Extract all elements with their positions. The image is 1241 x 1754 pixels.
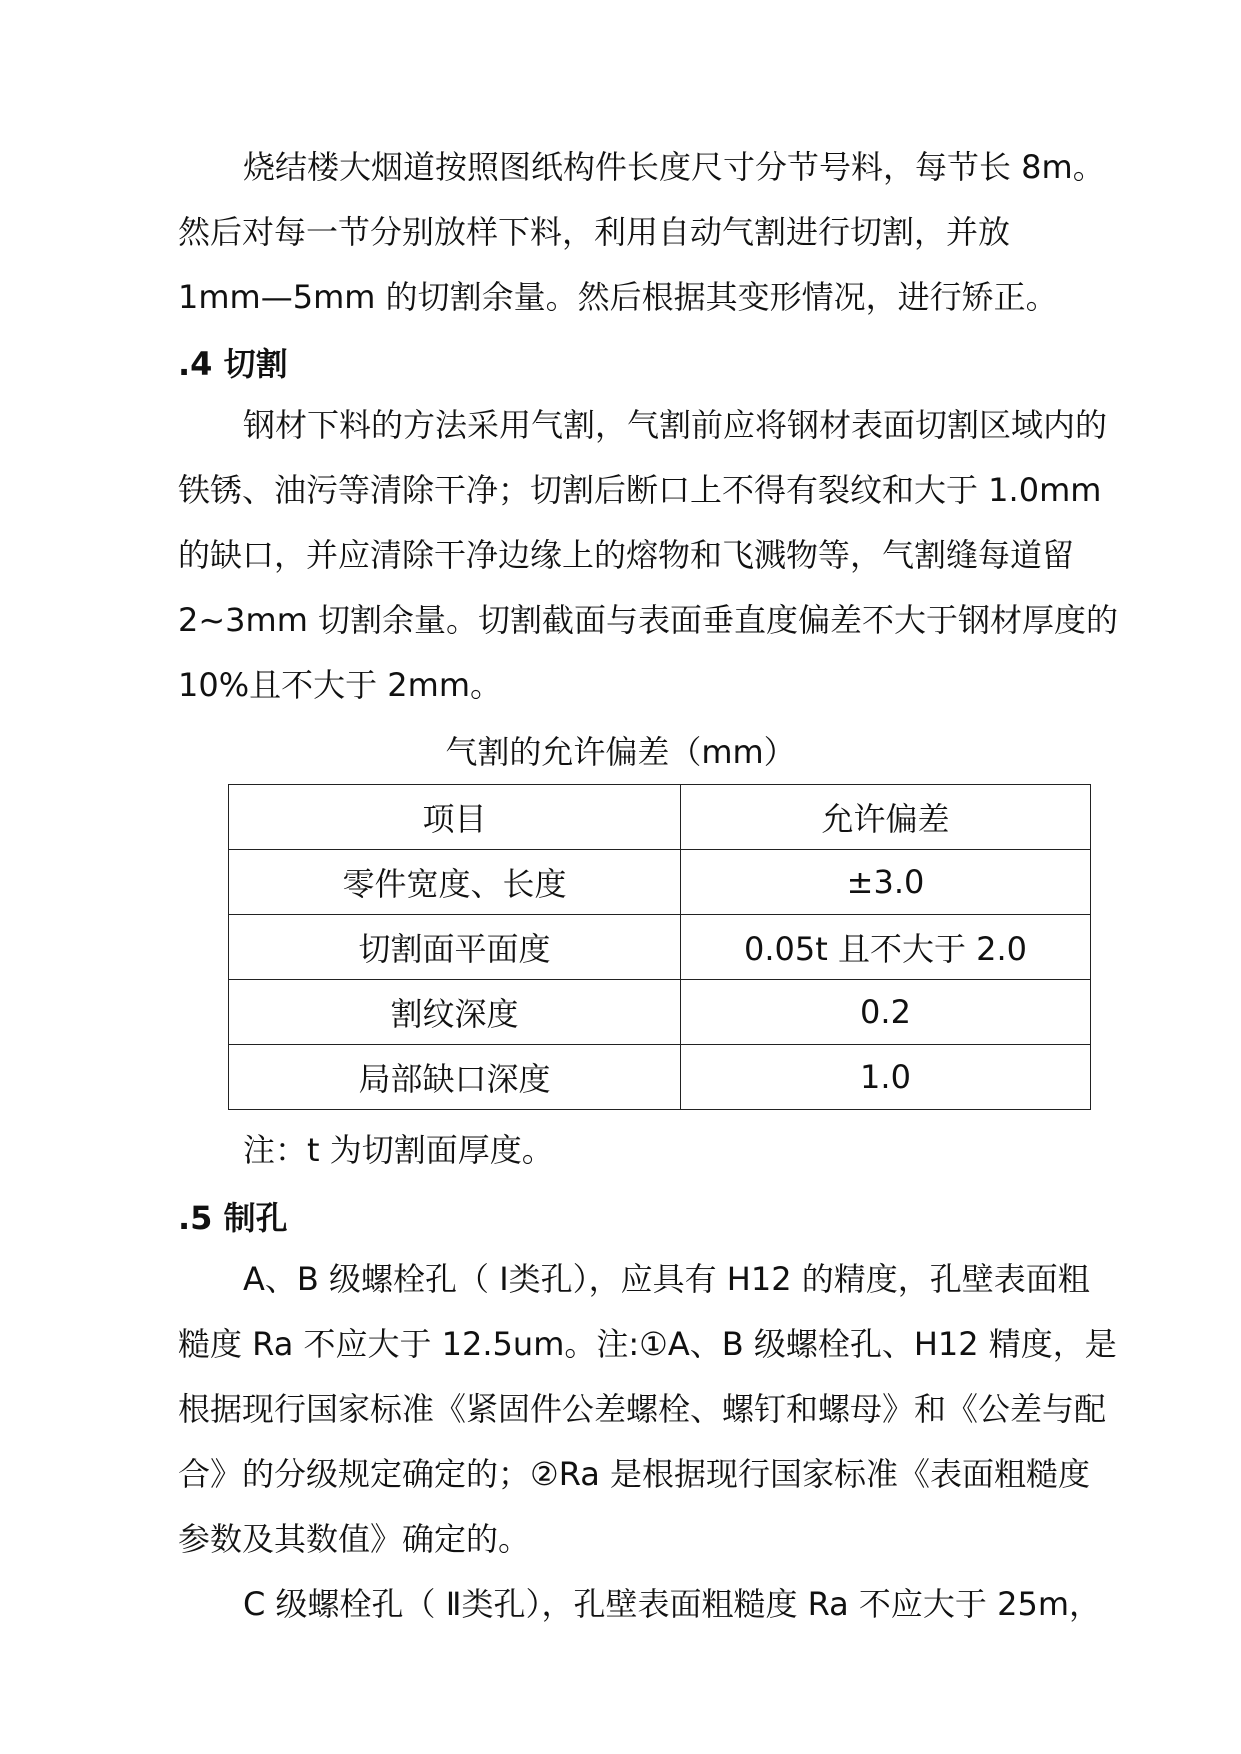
paragraph-flue-layout <box>178 135 1143 330</box>
text-line: 参数及其数值》确定的。 <box>178 1520 531 1558</box>
paragraph-bolt-holes-ab <box>178 1247 1143 1572</box>
tolerance-table <box>228 784 1091 1110</box>
table-row <box>229 1045 1091 1110</box>
table-cell: 切割面平面度 <box>229 915 681 980</box>
section-heading-drilling: .5 制孔 <box>178 1199 288 1237</box>
table-row <box>229 850 1091 915</box>
text-line: A、B 级螺栓孔（ Ⅰ类孔），应具有 H12 的精度，孔壁表面粗 <box>243 1260 1090 1298</box>
text-line: C 级螺栓孔（ Ⅱ类孔），孔壁表面粗糙度 Ra 不应大于 25m， <box>243 1585 1101 1623</box>
text-line: 烧结楼大烟道按照图纸构件长度尺寸分节号料，每节长 8m。 <box>243 148 1105 186</box>
table-cell: 1.0 <box>681 1045 1091 1110</box>
text-line: 然后对每一节分别放样下料，利用自动气割进行切割，并放 <box>178 213 1011 251</box>
table-note: 注：t 为切割面厚度。 <box>243 1131 554 1169</box>
column-header-tolerance: 允许偏差 <box>681 785 1091 850</box>
text-line: 糙度 Ra 不应大于 12.5um。注:①A、B 级螺栓孔、H12 精度，是 <box>178 1325 1117 1363</box>
text-line: 根据现行国家标准《紧固件公差螺栓、螺钉和螺母》和《公差与配 <box>178 1390 1107 1428</box>
text-line: 10%且不大于 2mm。 <box>178 666 503 704</box>
section-heading-cutting: .4 切割 <box>178 345 288 383</box>
table-cell: 零件宽度、长度 <box>229 850 681 915</box>
column-header-item: 项目 <box>229 785 681 850</box>
table-caption: 气割的允许偏差（mm） <box>445 733 796 771</box>
paragraph-cutting <box>178 393 1143 718</box>
table-cell: 局部缺口深度 <box>229 1045 681 1110</box>
text-line: 2~3mm 切割余量。切割截面与表面垂直度偏差不大于钢材厚度的 <box>178 601 1119 639</box>
table-row <box>229 915 1091 980</box>
text-line: 1mm—5mm 的切割余量。然后根据其变形情况，进行矫正。 <box>178 278 1058 316</box>
text-line: 钢材下料的方法采用气割，气割前应将钢材表面切割区域内的 <box>243 406 1108 444</box>
text-line: 合》的分级规定确定的；②Ra 是根据现行国家标准《表面粗糙度 <box>178 1455 1091 1493</box>
table-header-row <box>229 785 1091 850</box>
text-line: 的缺口，并应清除干净边缘上的熔物和飞溅物等，气割缝每道留 <box>178 536 1075 574</box>
paragraph-bolt-holes-c <box>178 1572 1143 1637</box>
table-cell: 0.05t 且不大于 2.0 <box>681 915 1091 980</box>
text-line: 铁锈、油污等清除干净；切割后断口上不得有裂纹和大于 1.0mm <box>178 471 1102 509</box>
table-cell: ±3.0 <box>681 850 1091 915</box>
table-cell: 割纹深度 <box>229 980 681 1045</box>
table-cell: 0.2 <box>681 980 1091 1045</box>
table-row <box>229 980 1091 1045</box>
